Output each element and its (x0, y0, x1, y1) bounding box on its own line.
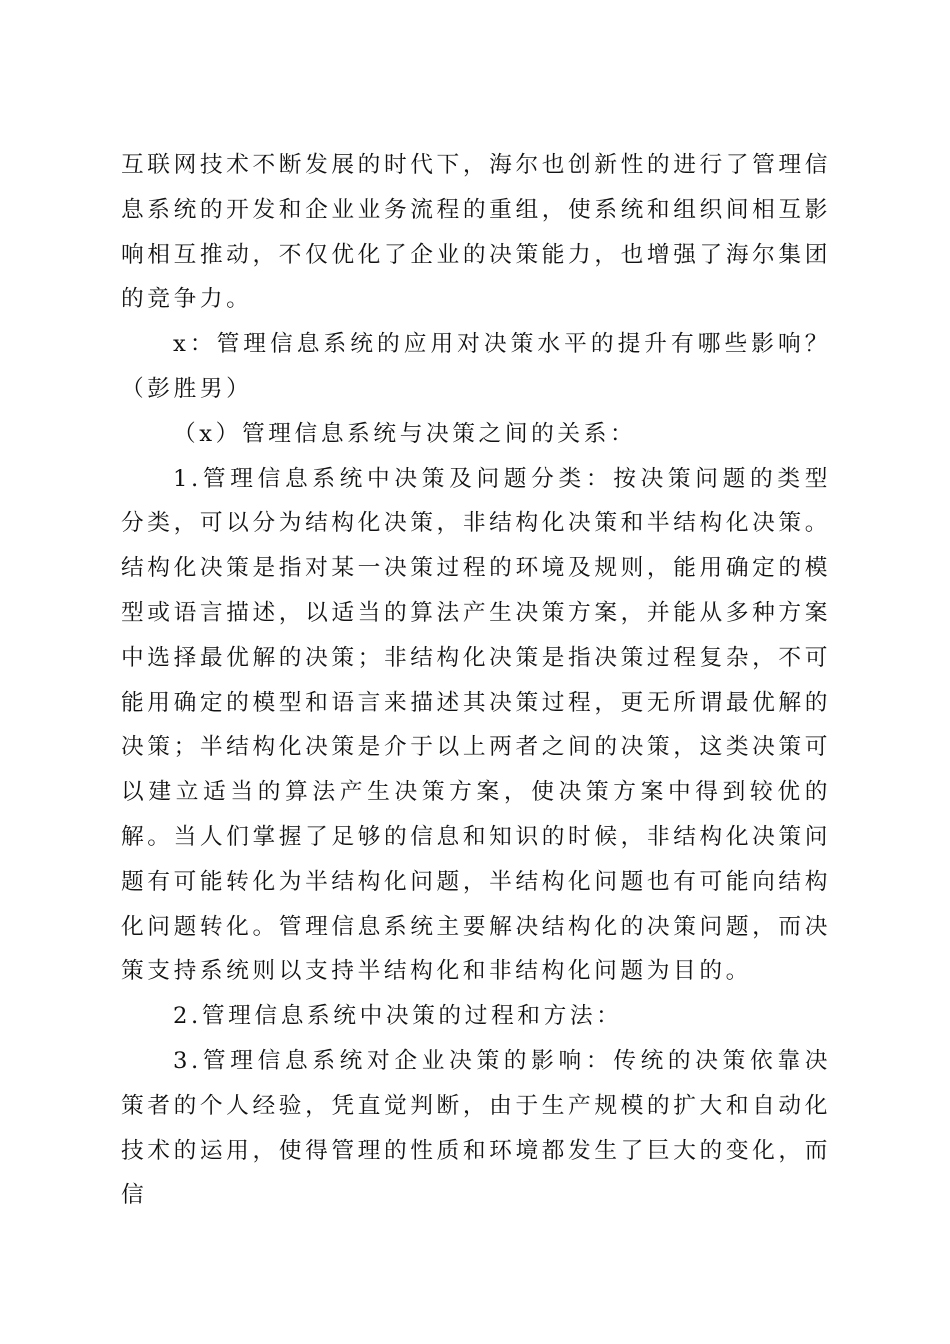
document-page (121, 143, 831, 1218)
paragraph-decision-impact: 3.管理信息系统对企业决策的影响：传统的决策依靠决策者的个人经验，凭直觉判断，由于生产规模的扩大和自动化技术的运用，使得管理的性质和环境都发生了巨大的变化，而信 (121, 1047, 831, 1209)
paragraph-haier-summary: 互联网技术不断发展的时代下，海尔也创新性的进行了管理信息系统的开发和企业业务流程的重组，使系统和组织间相互影响相互推动，不仅优化了企业的决策能力，也增强了海尔集团的竞争力。 (121, 152, 831, 313)
section-heading-relationship: （x）管理信息系统与决策之间的关系： (173, 420, 637, 447)
paragraph-decision-process: 2.管理信息系统中决策的过程和方法： (173, 1003, 623, 1030)
paragraph-decision-classification: 1.管理信息系统中决策及问题分类：按决策问题的类型分类，可以分为结构化决策，非结构化决策和半结构化决策。结构化决策是指对某一决策过程的环境及规则，能用确定的模型或语言描述，以适当的算法产生决策方案，并能从多种方案中选择最优解的决策；非结构化决策是指决策过程复杂，不可能用确定的模型和语言来描述其决策过程，更无所谓最优解的决策；半结构化决策是介于以上两者之间的决策，这类决策可以建立适当的算法产生决策方案，使决策方案中得到较优的解。当人们掌握了足够的信息和知识的时候，非结构化决策问题有可能转化为半结构化问题，半结构化问题也有可能向结构化问题转化。管理信息系统主要解决结构化的决策问题，而决策支持系统则以支持半结构化和非结构化问题为目的。 (121, 465, 831, 985)
question-heading: x：管理信息系统的应用对决策水平的提升有哪些影响？（彭胜男） (121, 331, 831, 402)
